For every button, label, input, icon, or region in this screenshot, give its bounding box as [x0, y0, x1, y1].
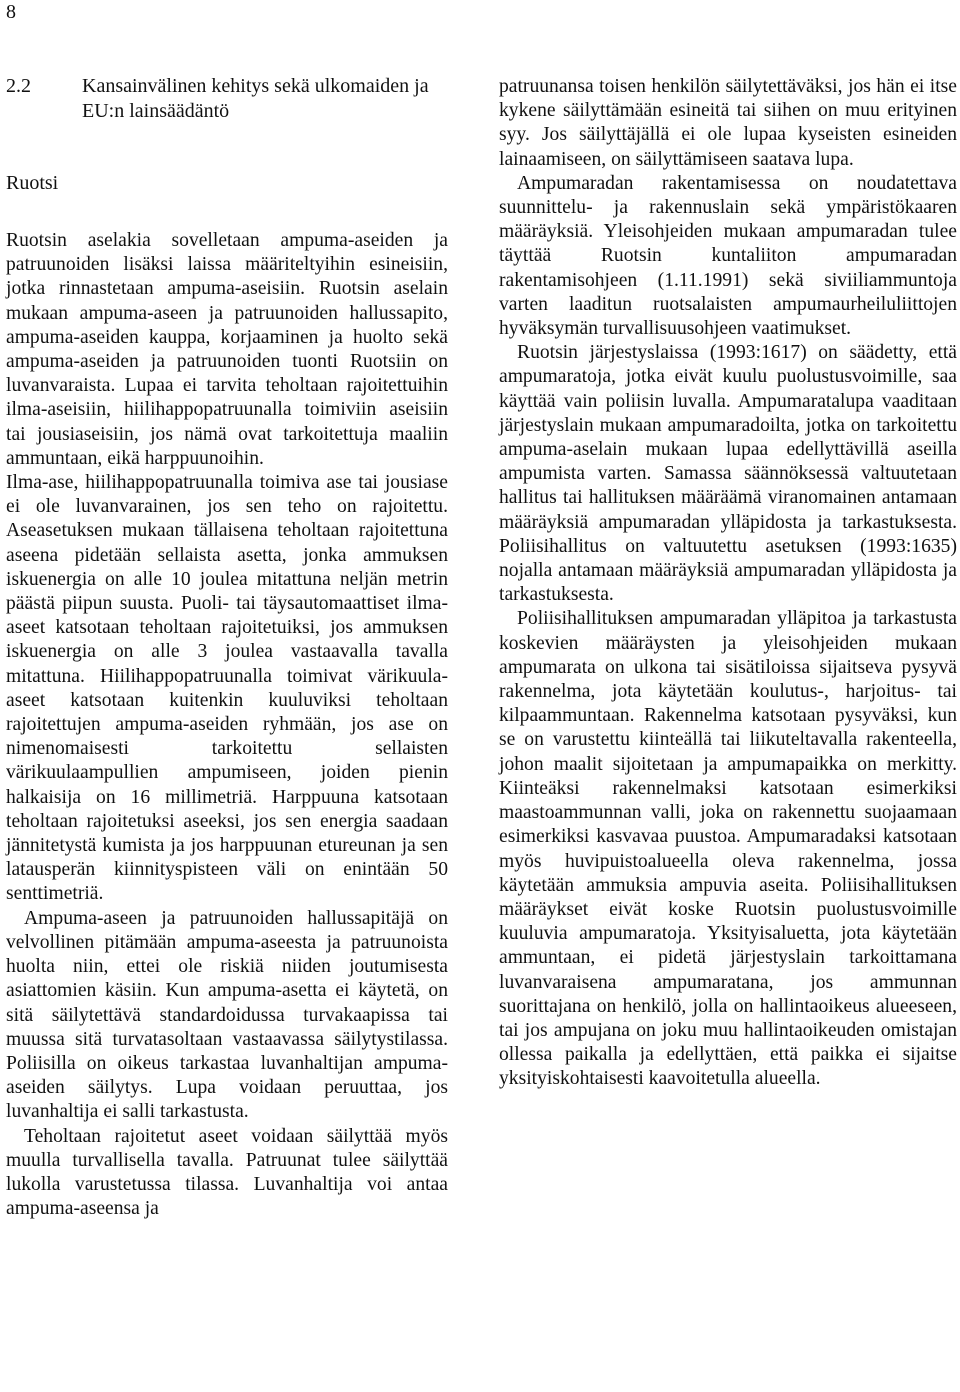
right-column	[499, 75, 957, 1092]
paragraph: Ruotsin aselakia sovelletaan ampuma-aseiden ja patruunoiden lisäksi laissa määriteltyihin esineisiin, jotka rinnastetaan ampuma-aseisiin. Ruotsin aselain mukaan ampuma-aseen ja patruunoiden hallussapito, ampuma-aseiden kauppa, korjaaminen ja huolto sekä ampuma-aseiden ja patruunoiden tuonti Ruotsiin on luvanvaraista. Lupaa ei tarvita teholtaan rajoitettuihin ilma-aseisiin, hiilihappopatruunalla toimiviin aseisiin tai jousiaseisiin, jos nämä ovat tarkoitettuja maaliin ammuntaan, eikä harppuunoihin.	[6, 230, 448, 469]
section-number: 2.2	[6, 75, 31, 97]
paragraph: Ilma-ase, hiilihappopatruunalla toimiva ase tai jousiase ei ole luvanvarainen, jos sen teho on rajoitettu. Aseasetuksen mukaan tällaisena teholtaan rajoitettuna aseena pidetään sellaista asetta, jonka ammuksen iskuenergia on alle 10 joulea mitattuna neljän metrin päästä piipun suusta. Puoli- tai täysautomaattiset ilma-aseet katsotaan teholtaan rajoitetuiksi, jos ammuksen iskuenergia on alle 3 joulea vastaavalla tavalla mitattuna. Hiilihappopatruunalla toimivat värikuula-aseet katsotaan kuitenkin kuuluviksi teholtaan rajoitettujen ampuma-aseiden ryhmään, jos ase on nimenomaisesti tarkoitettu sellaisten värikuulaampullien ampumiseen, joiden pienin halkaisija on 16 millimetriä. Harppuuna katsotaan teholtaan rajoitetuksi aseeksi, jos sen energia saadaan jännitetystä kumista ja jos harppuunan etureunan ja sen latausperän kiinnityspisteen väli on enintään 50 senttimetriä.	[6, 472, 448, 905]
section-title: Kansainvälinen kehitys sekä ulkomaiden ja EU:n lainsäädäntö	[82, 75, 429, 122]
left-column	[6, 74, 448, 1221]
section-heading	[6, 74, 448, 123]
paragraph: Ruotsin järjestyslaissa (1993:1617) on säädetty, että ampumaratoja, jotka eivät kuulu puolustusvoimille, saa käyttää vain poliisin luvalla. Ampumaratalupa vaaditaan järjestyslain mukaan ampumaradoilta, jotka on tarkoitettu ampuma-aselain mukaan lupaa edellyttävillä aseilla ampumista varten. Samassa säännöksessä valtuutetaan hallitus tai hallituksen määräämä viranomainen antamaan määräyksiä ampumaradan ylläpidosta ja tarkastuksesta. Poliisihallitus on valtuutettu asetuksen (1993:1635) nojalla antamaan määräyksiä ampumaradan ylläpidosta ja tarkastuksesta.	[499, 342, 957, 606]
paragraph: patruunansa toisen henkilön säilytettäväksi, jos hän ei itse kykene säilyttämään esineitä tai siihen on muu erityinen syy. Jos säilyttäjällä ei ole lupaa kyseisten esineiden lainaamiseen, on säilyttämiseen saatava lupa.	[499, 76, 957, 170]
page-number: 8	[6, 1, 16, 23]
paragraph: Ampuma-aseen ja patruunoiden hallussapitäjä on velvollinen pitämään ampuma-aseesta ja patruunoista huolta niin, ettei ole riskiä niiden joutumisesta asiattomien käsiin. Kun ampuma-asetta ei käytetä, on sitä säilytettävä standardoidussa turvakaapissa tai muussa sitä turvatasoltaan vastaavassa säilytystilassa. Poliisilla on oikeus tarkastaa luvanhaltijan ampuma-aseiden säilytys. Lupa voidaan peruuttaa, jos luvanhaltija ei salli tarkastusta.	[6, 907, 448, 1123]
paragraph: Teholtaan rajoitetut aseet voidaan säilyttää myös muulla turvallisella tavalla. Patruunat tulee säilyttää lukolla varustetussa tilassa. Luvanhaltija voi antaa ampuma-aseensa ja	[6, 1125, 448, 1220]
paragraph: Poliisihallituksen ampumaradan ylläpitoa ja tarkastusta koskevien määräysten ja yleisohjeiden mukaan ampumarata on ulkona tai sisätiloissa sijaitseva pysyvä rakennelma, jota käytetään koulutus-, harjoitus- tai kilpaammuntaan. Rakennelma katsotaan pysyväksi, kun se on varustettu kiinteällä tai liikuteltavalla rakenteella, johon maalit sijoitetaan ja ampumapaikka on merkitty. Kiinteäksi rakennelmaksi katsotaan esimerkiksi maastoammunnan valli, joka on rakennettu suojaamaan esimerkiksi kasvavaa puustoa. Ampumaradaksi katsotaan myös huvipuistoalueella oleva rakennelma, jossa käytetään ammuksia ampuvia aseita. Poliisihallituksen määräykset eivät koske Ruotsin puolustusvoimille kuuluvia ampumaratoja. Yksityisaluetta, jota käytetään ammuntaan, ei pidetä järjestyslain tarkoittamana luvanvaraisena ampumaratana, jos ammunnan suorittajana on henkilö, jolla on hallintaoikeus alueeseen, tai jos ampujana on joku muu hallintaoikeuden omistajan ollessa paikalla ja edellyttäen, että paikka ei sijaitse yksityiskohtaisesti kaavoitetulla alueella.	[499, 608, 957, 1090]
paragraph: Ampumaradan rakentamisessa on noudatettava suunnittelu- ja rakennuslain sekä ympäristökaaren määräyksiä. Yleisohjeiden mukaan ampumaradan tulee täyttää Ruotsin kuntaliiton ampumaradan rakentamisohjeen (1.11.1991) sekä siviiliammuntoja varten laaditun ruotsalaisten ampumaurheiluliittojen hyväksymän turvallisuusohjeen vaatimukset.	[499, 172, 957, 340]
subsection-title: Ruotsi	[6, 172, 59, 194]
